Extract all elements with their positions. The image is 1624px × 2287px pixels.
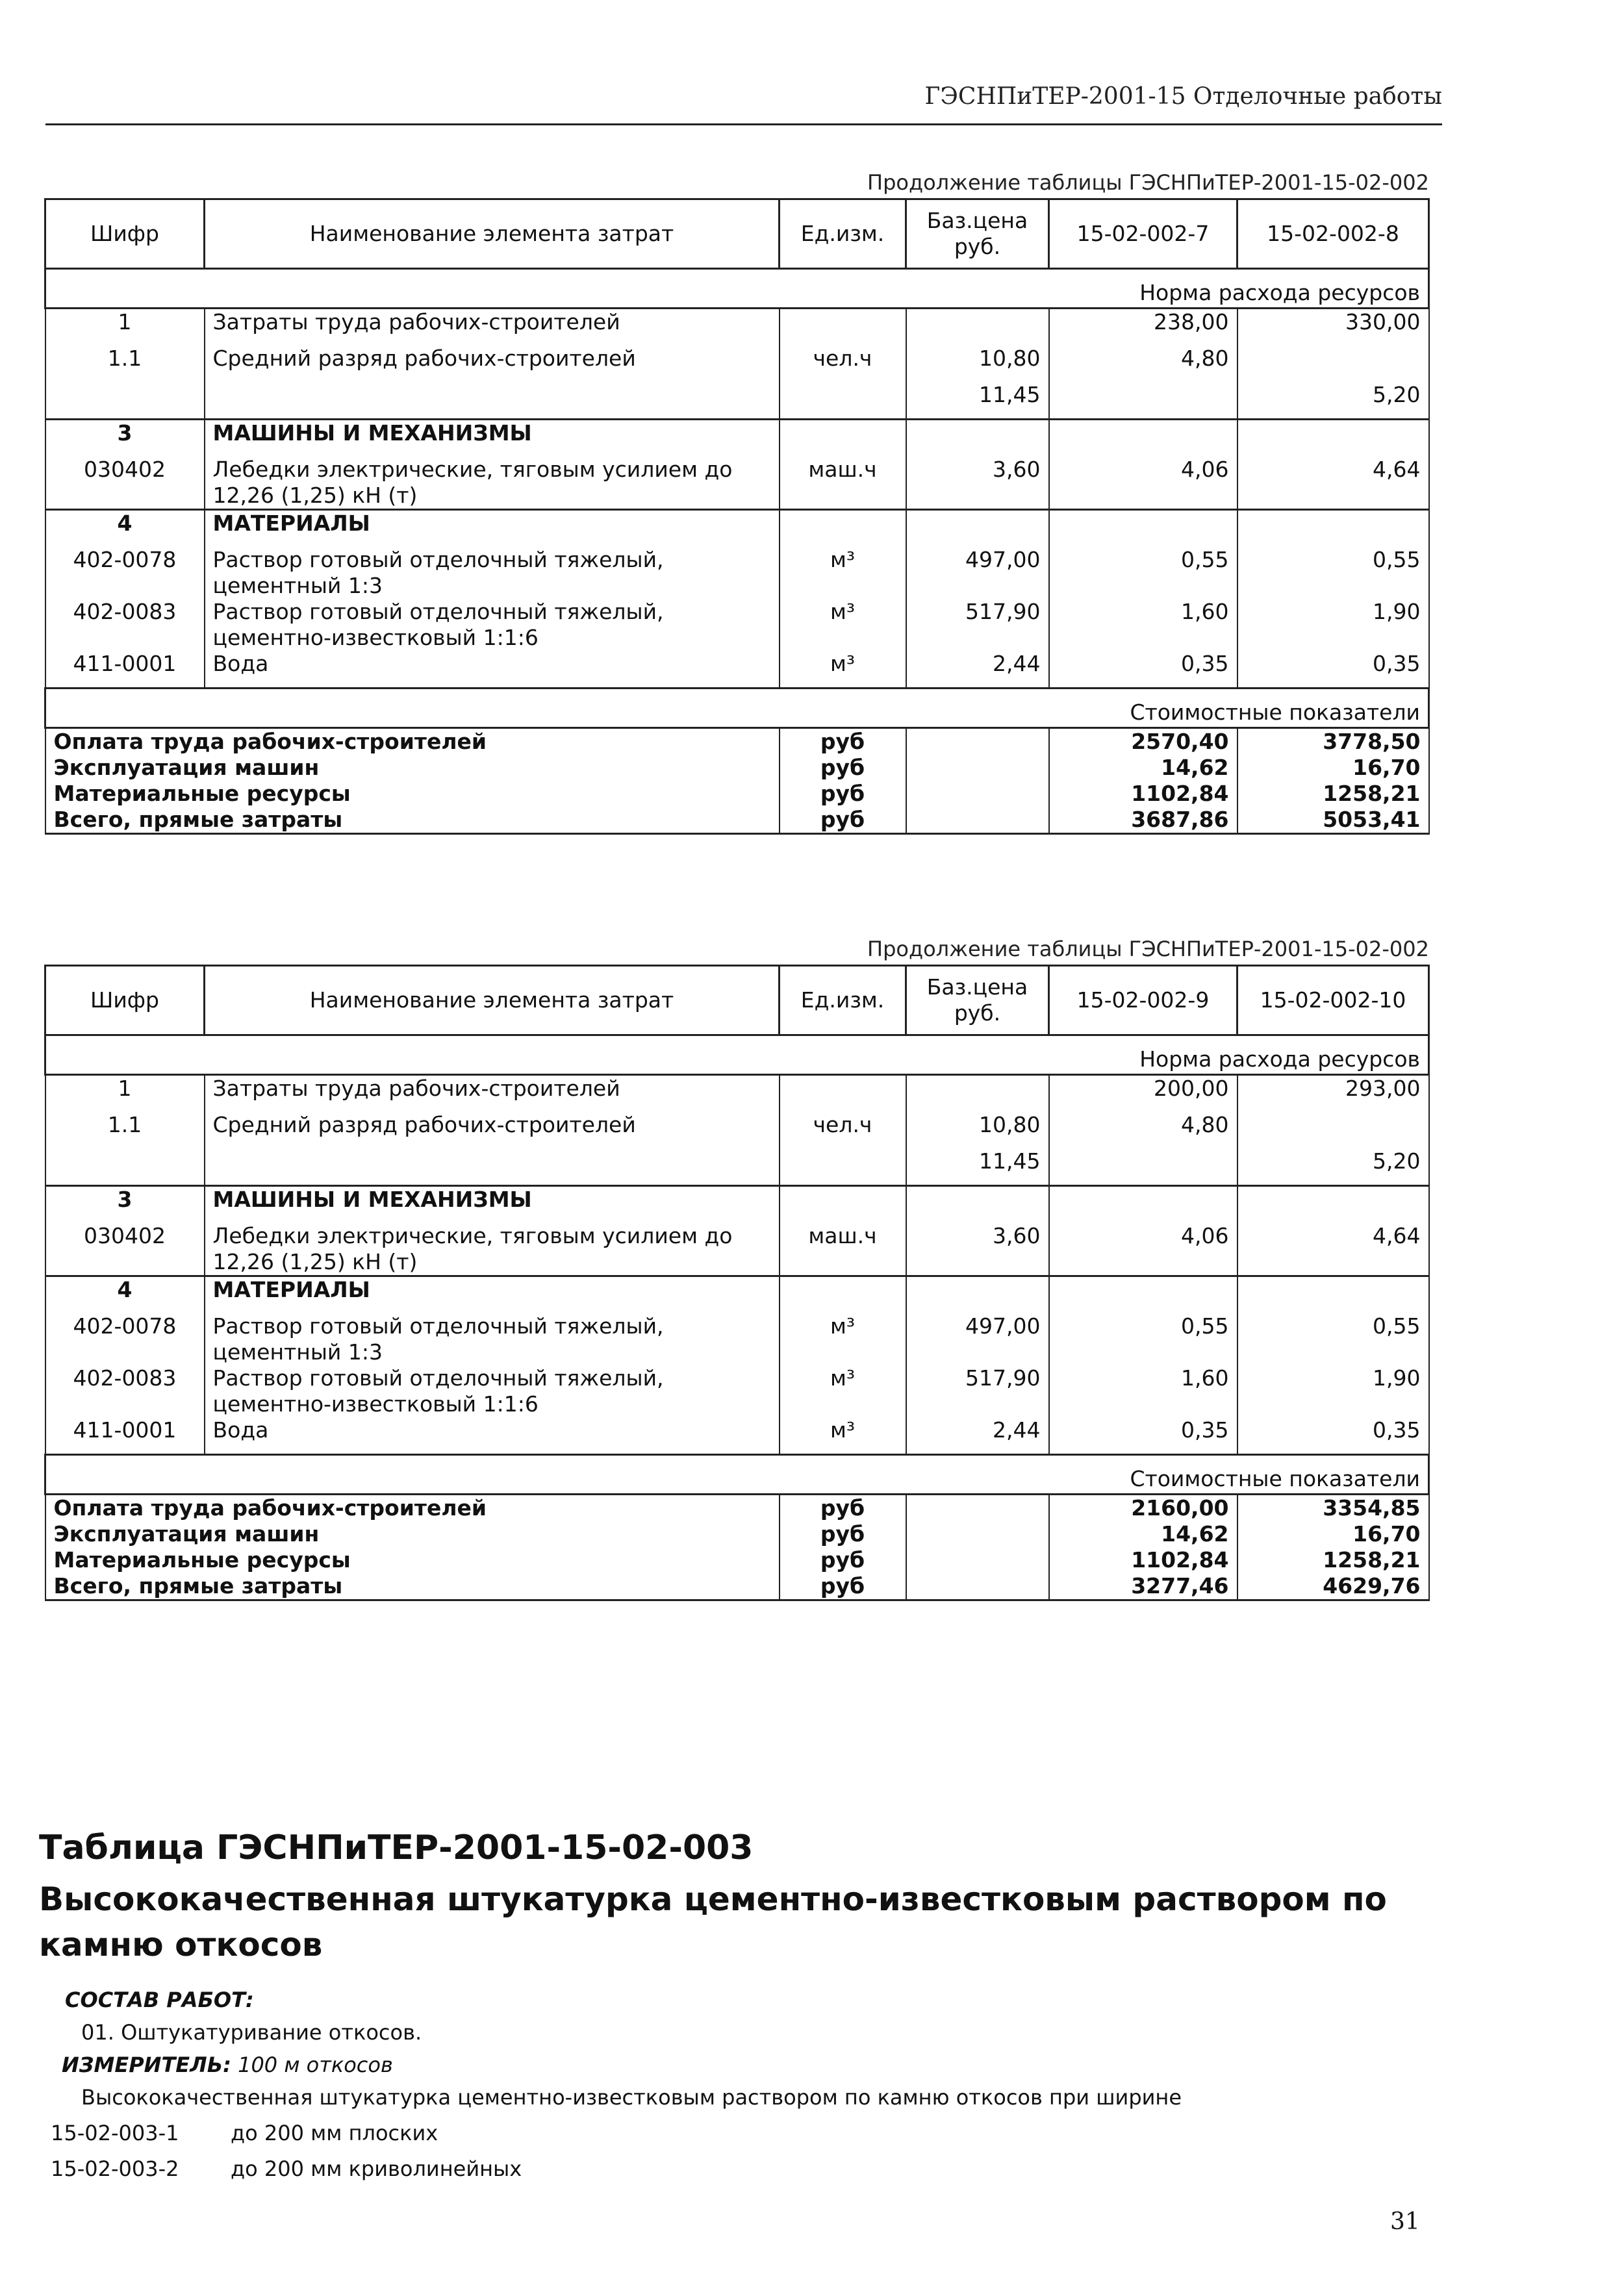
section-title: Таблица ГЭСНПиТЕР-2001-15-02-003 [39,1828,754,1867]
cell-name: Вода [205,651,780,689]
cell-v1: 1,60 [1049,599,1237,651]
total-unit: руб [780,755,906,781]
cell-code: 4 [45,510,205,548]
cell-price [906,1075,1049,1113]
cell-price: 10,80 [906,346,1049,382]
cell-name: Вода [205,1417,780,1455]
total-v2: 16,70 [1237,755,1429,781]
table-row [45,309,1429,346]
totals-row [45,807,1429,834]
cell-v2: 4,64 [1237,1223,1429,1276]
continuation-label-1: Продолжение таблицы ГЭСНПиТЕР-2001-15-02-002 [867,170,1429,195]
table-row [45,1112,1429,1148]
cell-price: 3,60 [906,1223,1049,1276]
cell-v1 [1049,1148,1237,1186]
cell-price: 497,00 [906,1313,1049,1365]
total-v1: 1102,84 [1049,781,1237,807]
total-v1: 14,62 [1049,1521,1237,1547]
cell-v1: 4,80 [1049,1112,1237,1148]
col-header-price: Баз.цена руб. [906,966,1049,1035]
norm-label: Норма расхода ресурсов [45,269,1429,309]
cell-unit: чел.ч [780,346,906,382]
cell-v2: 0,55 [1237,1313,1429,1365]
resource-table-1 [44,198,1430,835]
resource-table-2 [44,965,1430,1601]
total-unit: руб [780,1495,906,1522]
izmeritel-value: 100 м откосов [238,2053,393,2077]
item-code: 15-02-003-2 [51,2156,179,2181]
cell-v2: 5,20 [1237,382,1429,420]
cell-name: Раствор готовый отделочный тяжелый, цементно-известковый 1:1:6 [205,599,780,651]
section-heading: МАТЕРИАЛЫ [205,510,780,548]
totals-row [45,1573,1429,1600]
cell-code: 1.1 [45,346,205,382]
totals-row [45,781,1429,807]
cell-unit: м³ [780,599,906,651]
cell-v2 [1237,1112,1429,1148]
table-row [45,1148,1429,1186]
cell-code: 3 [45,420,205,457]
cell-price: 517,90 [906,599,1049,651]
sostav-label: СОСТАВ РАБОТ: [65,1988,254,2012]
cell-unit: м³ [780,547,906,599]
cell-code: 4 [45,1276,205,1314]
cell-v1: 4,06 [1049,457,1237,510]
col-header-v1: 15-02-002-9 [1049,966,1237,1035]
cell-price: 2,44 [906,651,1049,689]
total-name: Всего, прямые затраты [45,1573,780,1600]
total-v1: 14,62 [1049,755,1237,781]
col-header-v2: 15-02-002-10 [1237,966,1429,1035]
cell-code: 411-0001 [45,651,205,689]
table-row [45,1186,1429,1224]
total-v2: 3354,85 [1237,1495,1429,1522]
table-row [45,457,1429,510]
cell-price: 3,60 [906,457,1049,510]
cell-unit [780,1075,906,1113]
total-name: Материальные ресурсы [45,1547,780,1573]
cell-name: Средний разряд рабочих-строителей [205,1112,780,1148]
total-name: Эксплуатация машин [45,1521,780,1547]
col-header-unit: Ед.изм. [780,966,906,1035]
section-subtitle-line1: Высококачественная штукатурка цементно-известковым раствором по [39,1880,1387,1918]
total-unit: руб [780,807,906,834]
table-row [45,420,1429,457]
cell-code: 411-0001 [45,1417,205,1455]
cell-unit [780,1148,906,1186]
total-v2: 1258,21 [1237,1547,1429,1573]
cell-v2: 0,35 [1237,651,1429,689]
cell-code: 030402 [45,1223,205,1276]
cell-unit: м³ [780,1417,906,1455]
table-row [45,346,1429,382]
cell-price: 11,45 [906,1148,1049,1186]
table-header-row [45,966,1429,1035]
cell-code: 1.1 [45,1112,205,1148]
total-name: Материальные ресурсы [45,781,780,807]
cell-v2: 0,55 [1237,547,1429,599]
totals-row [45,728,1429,755]
total-v1: 3277,46 [1049,1573,1237,1600]
cell-v1: 1,60 [1049,1365,1237,1417]
cell-code: 402-0078 [45,1313,205,1365]
total-name: Оплата труда рабочих-строителей [45,728,780,755]
section-subtitle-line2: камню откосов [39,1926,323,1964]
col-header-price: Баз.цена руб. [906,199,1049,269]
col-header-name: Наименование элемента затрат [205,199,780,269]
cell-v1: 238,00 [1049,309,1237,346]
cell-name [205,1148,780,1186]
cell-name: Раствор готовый отделочный тяжелый, цементный 1:3 [205,547,780,599]
cell-unit: чел.ч [780,1112,906,1148]
continuation-label-2: Продолжение таблицы ГЭСНПиТЕР-2001-15-02-002 [867,937,1429,961]
cost-label: Стоимостные показатели [45,1455,1429,1495]
total-unit: руб [780,1521,906,1547]
col-header-v1: 15-02-002-7 [1049,199,1237,269]
cell-v2 [1237,346,1429,382]
total-name: Эксплуатация машин [45,755,780,781]
cell-name: Затраты труда рабочих-строителей [205,1075,780,1113]
norm-label: Норма расхода ресурсов [45,1035,1429,1075]
total-v1: 2570,40 [1049,728,1237,755]
section-heading: МАТЕРИАЛЫ [205,1276,780,1314]
table-row [45,510,1429,548]
cell-price: 517,90 [906,1365,1049,1417]
table-header-row [45,199,1429,269]
table-row [45,599,1429,651]
cost-label: Стоимостные показатели [45,689,1429,728]
cell-v1 [1049,382,1237,420]
total-name: Оплата труда рабочих-строителей [45,1495,780,1522]
col-header-name: Наименование элемента затрат [205,966,780,1035]
table-row [45,1223,1429,1276]
page-number: 31 [1390,2208,1420,2235]
cell-v2: 4,64 [1237,457,1429,510]
running-header-text: ГЭСНПиТЕР-2001-15 Отделочные работы [924,83,1442,110]
total-v1: 1102,84 [1049,1547,1237,1573]
total-v1: 2160,00 [1049,1495,1237,1522]
cell-code: 402-0083 [45,599,205,651]
total-unit: руб [780,1573,906,1600]
table-row [45,1075,1429,1113]
cell-unit [780,382,906,420]
cell-price: 497,00 [906,547,1049,599]
cell-code [45,1148,205,1186]
cell-v2: 1,90 [1237,599,1429,651]
col-header-code: Шифр [45,199,205,269]
cell-unit: м³ [780,1365,906,1417]
totals-row [45,755,1429,781]
cell-v2: 5,20 [1237,1148,1429,1186]
cell-unit [780,309,906,346]
item-text: до 200 мм плоских [231,2121,438,2145]
table-row [45,651,1429,689]
cell-name: Раствор готовый отделочный тяжелый, цементный 1:3 [205,1313,780,1365]
cell-v1: 0,55 [1049,547,1237,599]
table-row [45,1365,1429,1417]
cell-v1: 4,06 [1049,1223,1237,1276]
cell-v1: 0,55 [1049,1313,1237,1365]
cell-name: Раствор готовый отделочный тяжелый, цементно-известковый 1:1:6 [205,1365,780,1417]
totals-row [45,1521,1429,1547]
total-unit: руб [780,1547,906,1573]
cell-name: Лебедки электрические, тяговым усилием до 12,26 (1,25) кН (т) [205,457,780,510]
cell-price: 11,45 [906,382,1049,420]
cell-name: Средний разряд рабочих-строителей [205,346,780,382]
running-header [45,83,1442,125]
total-name: Всего, прямые затраты [45,807,780,834]
cell-unit: м³ [780,1313,906,1365]
section-heading: МАШИНЫ И МЕХАНИЗМЫ [205,420,780,457]
total-v2: 5053,41 [1237,807,1429,834]
sostav-item: 01. Оштукатуривание откосов. [81,2020,422,2045]
cell-name: Затраты труда рабочих-строителей [205,309,780,346]
totals-row [45,1495,1429,1522]
cell-code: 1 [45,309,205,346]
table-row [45,1313,1429,1365]
cell-price: 2,44 [906,1417,1049,1455]
cell-unit: маш.ч [780,457,906,510]
item-code: 15-02-003-1 [51,2121,179,2145]
cell-v1: 0,35 [1049,651,1237,689]
total-v2: 16,70 [1237,1521,1429,1547]
total-v2: 3778,50 [1237,728,1429,755]
cell-v2: 1,90 [1237,1365,1429,1417]
cell-code: 030402 [45,457,205,510]
cell-v2: 330,00 [1237,309,1429,346]
total-unit: руб [780,781,906,807]
col-header-unit: Ед.изм. [780,199,906,269]
cell-code: 402-0078 [45,547,205,599]
cell-v1: 200,00 [1049,1075,1237,1113]
cell-code: 402-0083 [45,1365,205,1417]
total-v2: 4629,76 [1237,1573,1429,1600]
totals-row [45,1547,1429,1573]
total-unit: руб [780,728,906,755]
table-row [45,1276,1429,1314]
table-row [45,1417,1429,1455]
cell-v2: 293,00 [1237,1075,1429,1113]
section-heading: МАШИНЫ И МЕХАНИЗМЫ [205,1186,780,1224]
cell-name: Лебедки электрические, тяговым усилием до 12,26 (1,25) кН (т) [205,1223,780,1276]
cell-name [205,382,780,420]
item-text: до 200 мм криволинейных [231,2156,522,2181]
cell-code: 3 [45,1186,205,1224]
total-v2: 1258,21 [1237,781,1429,807]
section-description: Высококачественная штукатурка цементно-известковым раствором по камню откосов при ширине [81,2085,1182,2110]
total-v1: 3687,86 [1049,807,1237,834]
cell-v1: 0,35 [1049,1417,1237,1455]
cell-code [45,382,205,420]
cell-price [906,309,1049,346]
table-row [45,547,1429,599]
cell-code: 1 [45,1075,205,1113]
izmeritel-label: ИЗМЕРИТЕЛЬ: [62,2053,231,2077]
cell-v2: 0,35 [1237,1417,1429,1455]
cell-price: 10,80 [906,1112,1049,1148]
col-header-v2: 15-02-002-8 [1237,199,1429,269]
cell-unit: м³ [780,651,906,689]
cell-v1: 4,80 [1049,346,1237,382]
table-row [45,382,1429,420]
cell-unit: маш.ч [780,1223,906,1276]
col-header-code: Шифр [45,966,205,1035]
